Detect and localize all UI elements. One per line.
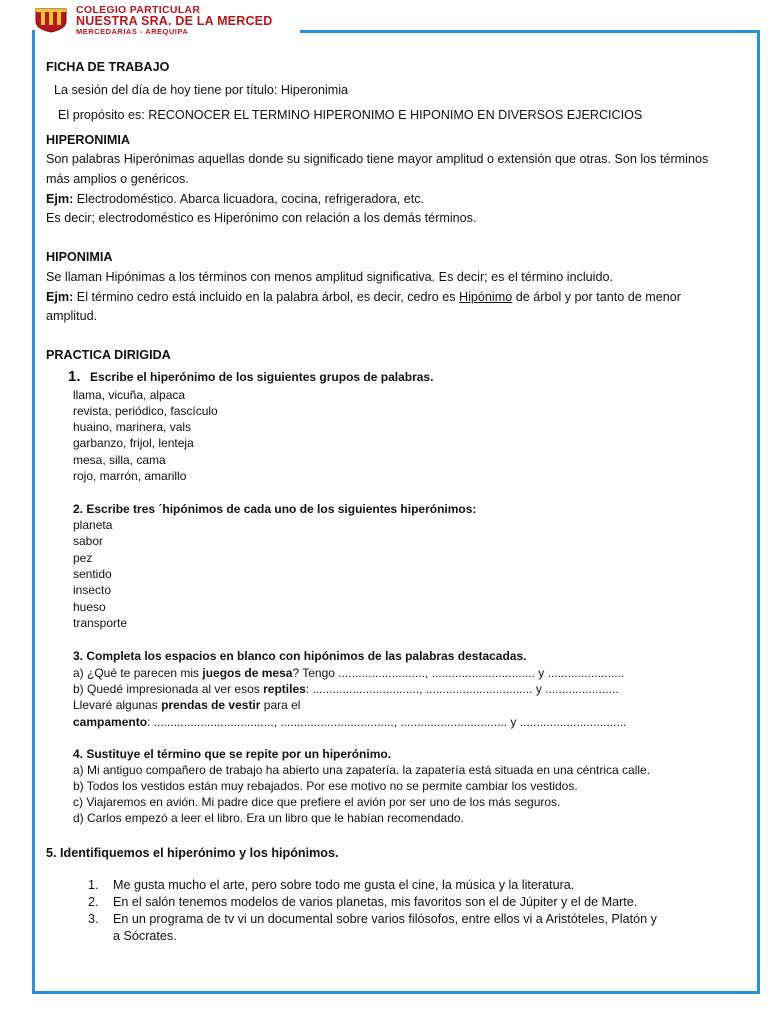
hiperonimia-example [46, 192, 424, 206]
school-location: MERCEDARIAS - AREQUIPA [76, 26, 189, 36]
ejm-text-a: El término cedro está incluido en la palabra árbol, es decir, cedro es [73, 290, 460, 304]
hiperonimia-definition-1: Son palabras Hiperónimas aquellas donde su significado tiene mayor amplitud o extensión que otras. Son los términos [46, 152, 709, 166]
q1-text: Escribe el hiperónimo de los siguientes grupos de palabras. [90, 370, 434, 384]
school-name-line2: NUESTRA SRA. DE LA MERCED [76, 14, 273, 29]
worksheet-title: FICHA DE TRABAJO [46, 60, 170, 74]
ejm-text: Electrodoméstico. Abarca licuadora, cocina, refrigeradora, etc. [73, 192, 424, 206]
q1-item: llama, vicuña, alpaca [73, 388, 186, 402]
hiponimia-example [46, 290, 681, 304]
q5-item-number: 3. [88, 912, 99, 926]
q1-item: garbanzo, frijol, lenteja [73, 436, 194, 450]
ejm-underlined: Hipónimo [459, 290, 513, 304]
hiperonimia-definition-2: más amplios o genéricos. [46, 172, 189, 186]
q2-item: pez [73, 551, 93, 565]
q5-heading: 5. Identifiquemos el hiperónimo y los hipónimos. [46, 846, 339, 860]
q5-item-cont: a Sócrates. [113, 929, 177, 943]
q3-item-b [73, 682, 619, 696]
q5-item-text: Me gusta mucho el arte, pero sobre todo me gusta el cine, la música y la literatura. [113, 878, 575, 892]
q1-number: 1. [68, 368, 81, 385]
q5-item-number: 1. [88, 878, 99, 892]
q3-c-post: para el [260, 698, 301, 712]
practica-heading: PRACTICA DIRIGIDA [46, 348, 171, 362]
q2-prompt: 2. Escribe tres ´hipónimos de cada uno de los siguientes hiperónimos: [73, 502, 477, 516]
q3-item-c-cont [73, 715, 626, 729]
q2-item: hueso [73, 600, 106, 614]
q3-a-pre: a) ¿Qué te parecen mis [73, 666, 203, 680]
q4-item: d) Carlos empezó a leer el libro. Era un libro que le habían recomendado. [73, 811, 464, 825]
q5-item-text: En un programa de tv vi un documental sobre varios filósofos, entre ellos vi a Aristóteles, Platón y [113, 912, 657, 926]
q5-item [88, 878, 575, 892]
ejm-text-b: de árbol y por tanto de menor [512, 290, 681, 304]
q1-item: mesa, silla, cama [73, 453, 166, 467]
q5-item-text: En el salón tenemos modelos de varios planetas, mis favoritos son el de Júpiter y el de Marte. [113, 895, 638, 909]
ejm-label: Ejm: [46, 290, 74, 304]
hiperonimia-es-decir: Es decir; electrodoméstico es Hiperónimo con relación a los demás términos. [46, 211, 477, 225]
q2-item: sentido [73, 567, 112, 581]
q3-a-post: ? Tengo .........................., ............................... y ....................... [292, 666, 625, 680]
q3-item-c [73, 698, 300, 712]
q3-b-post: : ................................, ................................ y ...................... [305, 682, 619, 696]
school-name-line1: COLEGIO PARTICULAR [76, 3, 201, 16]
q2-item: transporte [73, 616, 128, 630]
q3-c2-post: : ...................................., .................................., ................................ y ................................ [147, 715, 627, 729]
q3-prompt: 3. Completa los espacios en blanco con hipónimos de las palabras destacadas. [73, 649, 527, 663]
q2-item: insecto [73, 583, 112, 597]
q1-prompt [68, 368, 433, 385]
q3-c-pre: Llevaré algunas [73, 698, 162, 712]
q5-item-number: 2. [88, 895, 99, 909]
q3-c-bold: prendas de vestir [161, 698, 261, 712]
ejm-label: Ejm: [46, 192, 74, 206]
q3-a-bold: juegos de mesa [202, 666, 293, 680]
q3-b-bold: reptiles [263, 682, 306, 696]
q1-item: rojo, marrón, amarillo [73, 469, 187, 483]
q4-item: c) Viajaremos en avión. Mi padre dice que prefiere el avión por ser uno de los más seguros. [73, 795, 561, 809]
q3-b-pre: b) Quedé impresionada al ver esos [73, 682, 264, 696]
q2-item: sabor [73, 534, 104, 548]
hiponimia-definition: Se llaman Hipónimas a los términos con menos amplitud significativa. Es decir; es el término incluido. [46, 270, 613, 284]
q3-c2-bold: campamento [73, 715, 148, 729]
q3-item-a [73, 666, 624, 680]
purpose-line: El propósito es: RECONOCER EL TERMINO HIPERONIMO E HIPONIMO EN DIVERSOS EJERCICIOS [58, 108, 643, 122]
q5-item [88, 912, 657, 926]
q4-item: b) Todos los vestidos están muy rebajados. Por ese motivo no se permite cambiar los vestidos. [73, 779, 578, 793]
q1-item: revista, periódico, fascículo [73, 404, 218, 418]
hiperonimia-heading: HIPERONIMIA [46, 133, 130, 147]
q2-item: planeta [73, 518, 113, 532]
q4-prompt: 4. Sustituye el término que se repite por un hiperónimo. [73, 747, 392, 761]
q5-item [88, 895, 638, 909]
hiponimia-example-cont: amplitud. [46, 309, 98, 323]
q4-item: a) Mi antiguo compañero de trabajo ha abierto una zapatería. la zapatería está situada en una céntrica calle. [73, 763, 651, 777]
q1-item: huaino, marinera, vals [73, 420, 192, 434]
hiponimia-heading: HIPONIMIA [46, 250, 113, 264]
session-title: La sesión del día de hoy tiene por título: Hiperonimia [54, 83, 349, 97]
